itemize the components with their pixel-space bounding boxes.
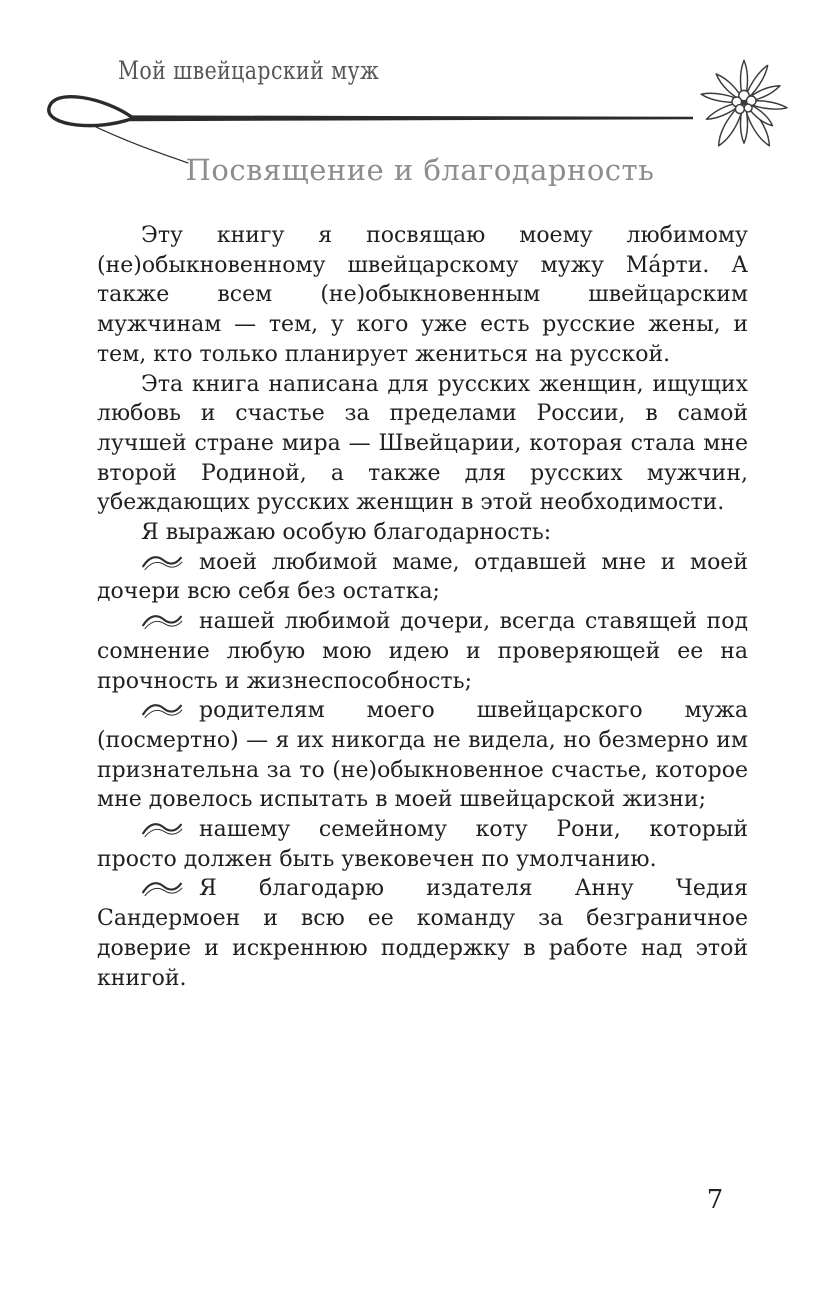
dedication-text: родителям моего швейцарского мужа (посмертно) — я их никогда не видела, но безмерно им признательна за то (не)обыкновенное счастье, которое мне довелось испытать в моей швейцарской жизни; bbox=[97, 698, 748, 813]
dedication-item bbox=[97, 548, 748, 607]
paragraph-book-audience: Эта книга написана для русских женщин, ищущих любовь и счастье за пределами России, в самой лучшей стране мира — Швейцарии, которая стала мне второй Родиной, а также для русских мужчин, убеждающих русских женщин в этой необходимости. bbox=[97, 371, 748, 516]
calligraphic-tilde-icon bbox=[141, 554, 183, 571]
dedication-item bbox=[97, 696, 748, 815]
chapter-title: Посвящение и благодарность bbox=[185, 153, 655, 187]
dedication-item bbox=[97, 874, 748, 993]
running-title: Мой швейцарский муж bbox=[118, 56, 380, 85]
calligraphic-tilde-icon bbox=[141, 613, 183, 630]
edelweiss-flower-icon bbox=[692, 50, 796, 166]
paragraph-gratitude-lead: Я выражаю особую благодарность: bbox=[141, 520, 552, 546]
dedication-item bbox=[97, 607, 748, 696]
body-text bbox=[97, 221, 748, 993]
dedication-text: нашей любимой дочери, всегда ставящей под сомнение любую мою идею и проверяющей ее на прочность и жизнеспособность; bbox=[97, 609, 748, 694]
dedication-text: моей любимой маме, отдавшей мне и моей дочери всю себя без остатка; bbox=[97, 549, 748, 605]
dedication-text: Я благодарю издателя Анну Чедия Сандермоен и всю ее команду за безграничное доверие и искреннюю поддержку в работе над этой книгой. bbox=[97, 876, 748, 991]
calligraphic-tilde-icon bbox=[141, 880, 183, 897]
page-number: 7 bbox=[706, 1185, 724, 1215]
dedication-item bbox=[97, 815, 748, 874]
paragraph-dedication-intro: Эту книгу я посвящаю моему любимому (не)обыкновенному швейцарскому мужу Ма́рти. А также всем (не)обыкновенным швейцарским мужчинам — тем, у кого уже есть русские жены, и тем, кто только планирует жениться на русской. bbox=[97, 223, 748, 367]
dedication-text: нашему семейному коту Рони, который просто должен быть увековечен по умолчанию. bbox=[97, 817, 748, 872]
calligraphic-tilde-icon bbox=[141, 821, 183, 838]
calligraphic-tilde-icon bbox=[141, 702, 183, 719]
